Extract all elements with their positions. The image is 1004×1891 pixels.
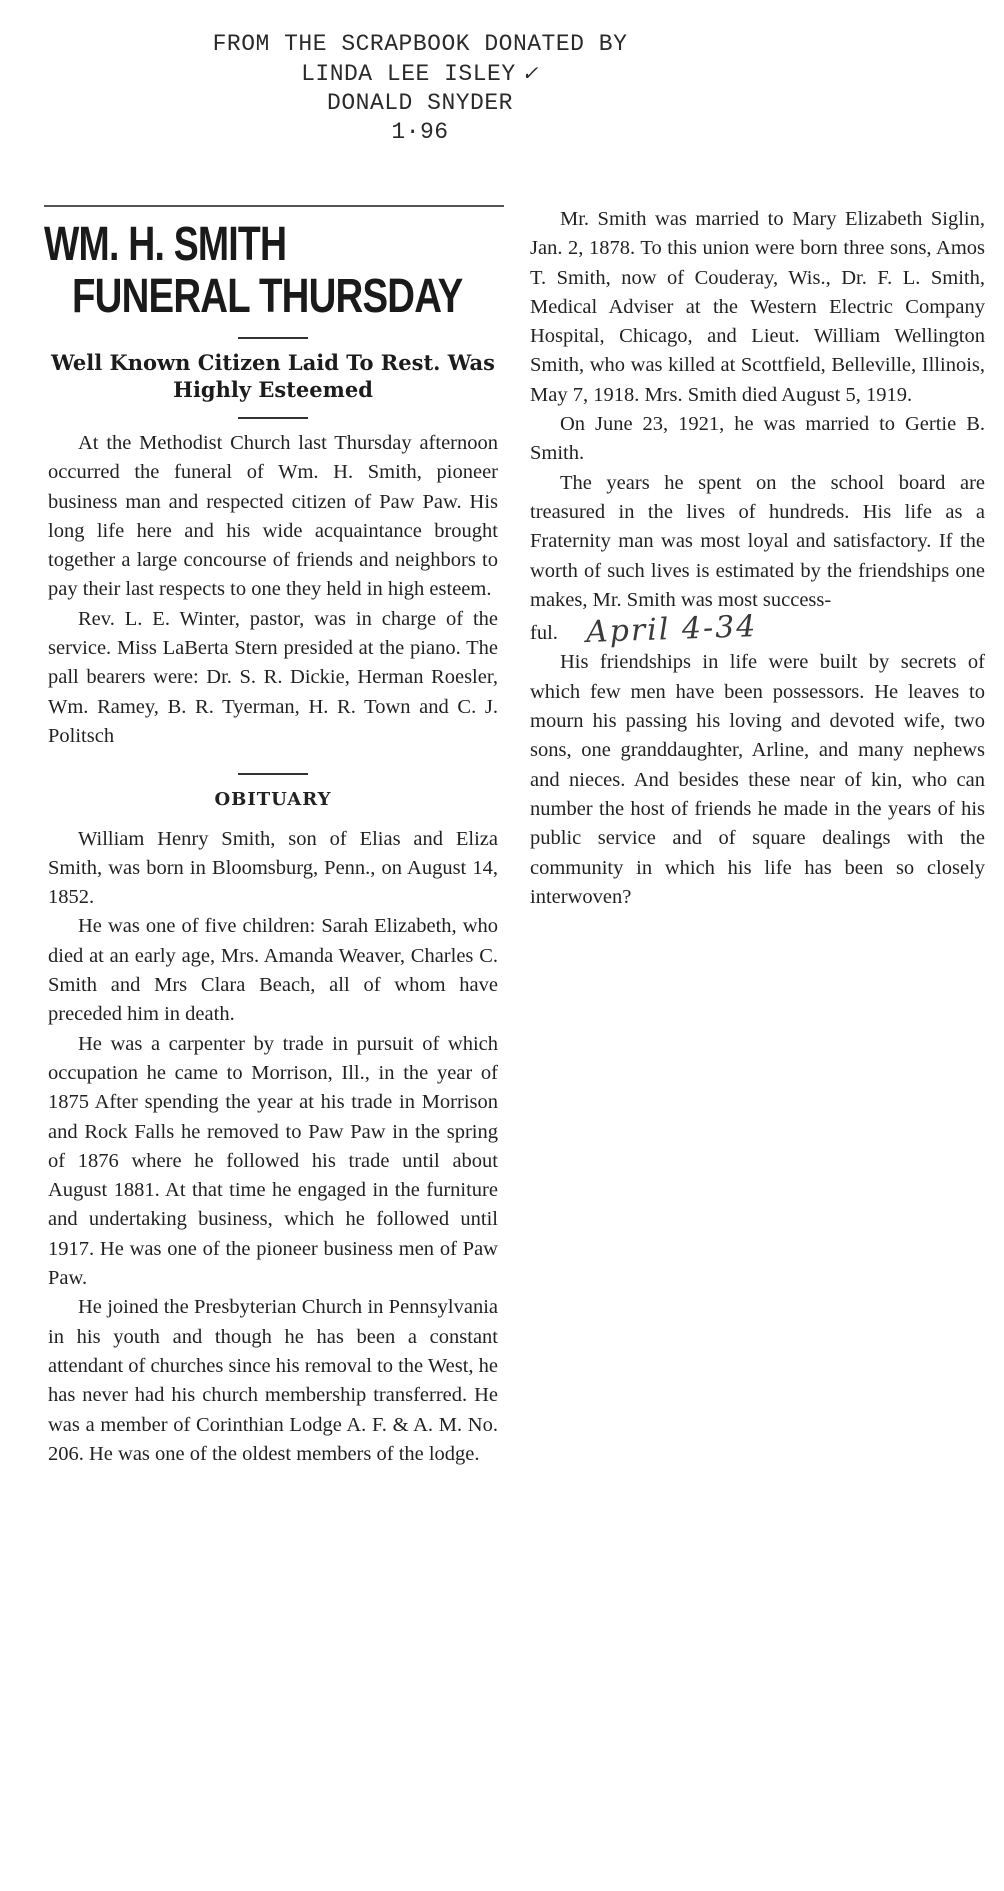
divider-rule [238,773,308,775]
obituary-heading: OBITUARY [214,789,332,811]
divider-rule [238,337,308,339]
obituary-paragraph: He joined the Presbyterian Church in Pennsylvania in his youth and though he has been a constant attendant of churches since his removal to the West, he has never had his church membership transferred. He was a member of Corinthian Lodge A. F. & A. M. No. 206. He was one of the oldest members of the lodge. [48,1296,498,1465]
word-fragment: ful. [530,622,558,645]
obituary-paragraph: William Henry Smith, son of Elias and Eliza Smith, was born in Bloomsburg, Penn., on August 14, 1852. [48,827,498,909]
scrapbook-provenance-note [0,30,840,147]
obituary-paragraph: The years he spent on the school board are treasured in the lives of hundreds. His life as a Fraternity man was most loyal and satisfactory. If the worth of such lives is estimated by the friendships one makes, Mr. Smith was most success- [530,471,985,611]
funeral-paragraph: At the Methodist Church last Thursday afternoon occurred the funeral of Wm. H. Smith, pioneer business man and respected citizen of Paw Paw. His long life here and his wide acquaintance brought together a large concourse of friends and neighbors to pay their last respects to one they held in high esteem. [48,432,498,601]
funeral-paragraph: Rev. L. E. Winter, pastor, was in charge of the service. Miss LaBerta Stern presided at the piano. The pall bearers were: Dr. S. R. Dickie, Herman Roesler, Wm. Ramey, B. R. Tyerman, H. R. Town and C. J. Politsch [48,607,498,747]
provenance-year: 1·96 [391,119,449,145]
provenance-line-3: DONALD SNYDER [327,90,513,116]
column-right [530,205,985,912]
newspaper-clipping [40,205,990,1875]
headline-line-2: FUNERAL THURSDAY [72,270,463,323]
success-line [530,609,985,651]
subheadline: Well Known Citizen Laid To Rest. Was Highly Esteemed [51,350,495,402]
donor-name: LINDA LEE ISLEY [301,61,516,87]
divider-rule [238,417,308,419]
closing-paragraph: His friendships in life were built by secrets of which few men have been possessors. He leaves to mourn his passing his loving and devoted wife, two sons, one granddaughter, Arline, and many nephews and nieces. And besides these near of kin, who can number the host of friends he made in the years of his public service and of square dealings with the community in which his life has been so closely interwoven? [530,651,985,908]
obituary-paragraph: On June 23, 1921, he was married to Gertie B. Smith. [530,413,985,465]
obituary-paragraph: He was a carpenter by trade in pursuit of which occupation he came to Morrison, Ill., in the year of 1875 After spending the year at his trade in Morrison and Rock Falls he removed to Paw Paw in the spring of 1876 where he followed his trade until about August 1881. At that time he engaged in the furniture and undertaking business, which he followed until 1917. He was one of the pioneer business men of Paw Paw. [48,1032,498,1290]
provenance-line-2 [0,59,840,89]
column-left [44,205,498,1469]
provenance-line-1: FROM THE SCRAPBOOK DONATED BY [212,31,628,57]
handwritten-date-note: April 4-34 [585,609,758,651]
obituary-paragraph: Mr. Smith was married to Mary Elizabeth Siglin, Jan. 2, 1878. To this union were born three sons, Amos T. Smith, now of Couderay, Wis., Dr. F. L. Smith, Medical Adviser at the Western Electric Company Hospital, Chicago, and Lieut. William Wellington Smith, who was killed at Scottfield, Belleville, Illinois, May 7, 1918. Mrs. Smith died August 5, 1919. [530,208,985,406]
check-mark-icon: ✓ [521,61,539,85]
headline-box [44,205,504,323]
headline-line-1: WM. H. SMITH [44,218,287,271]
obituary-paragraph: He was one of five children: Sarah Elizabeth, who died at an early age, Mrs. Amanda Weaver, Charles C. Smith and Mrs Clara Beach, all of whom have preceded him in death. [48,915,498,1026]
